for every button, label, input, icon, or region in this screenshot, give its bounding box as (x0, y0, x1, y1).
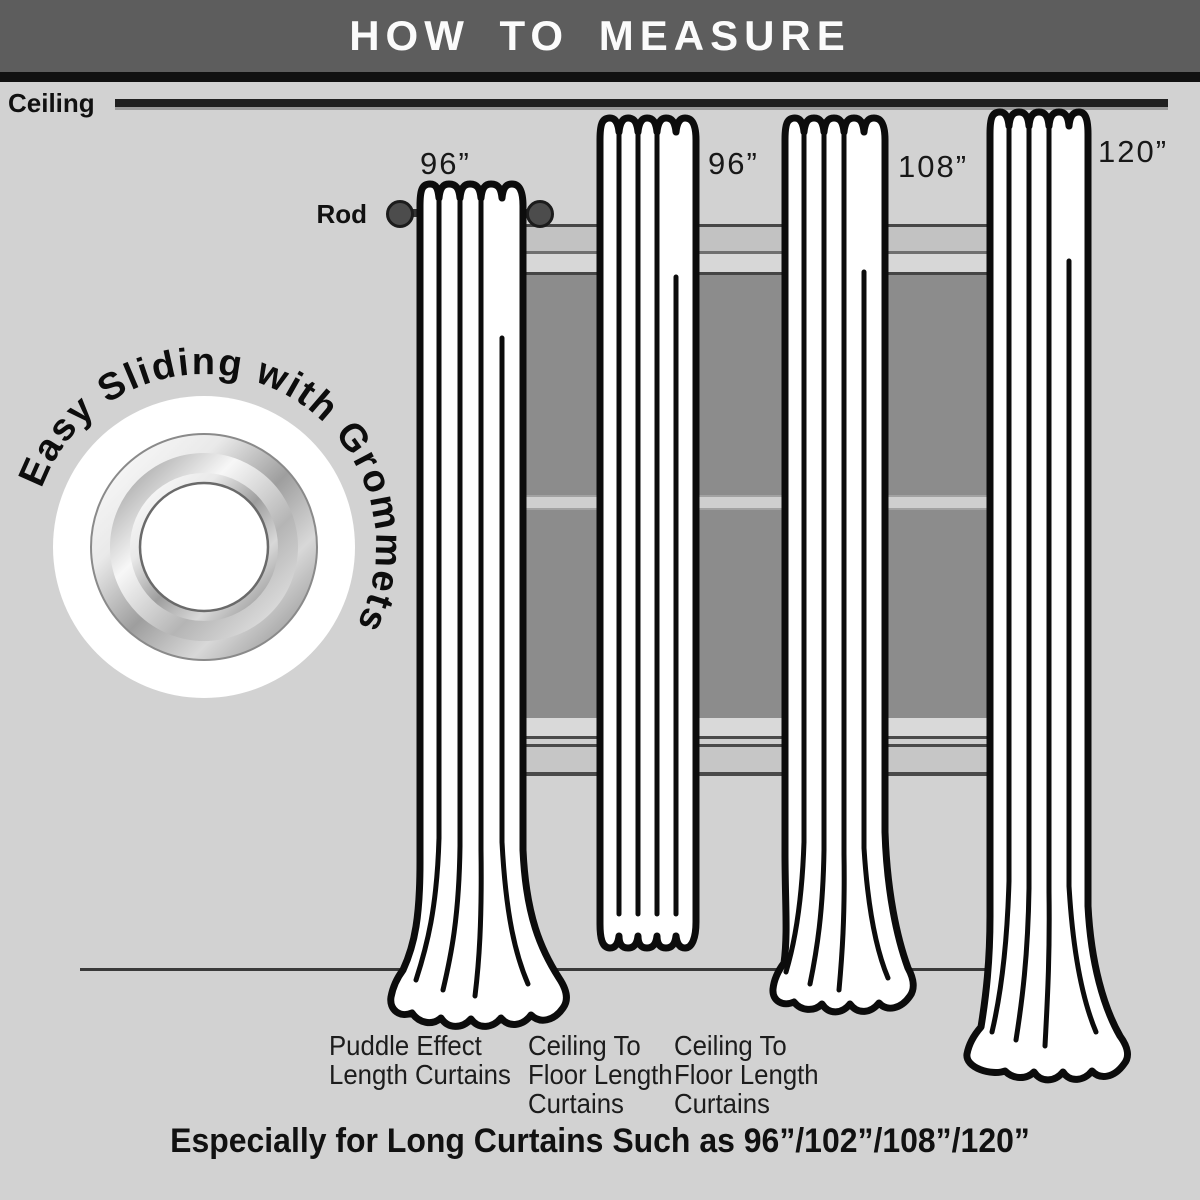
caption-line: Ceiling To (528, 1030, 641, 1061)
caption-line: Curtains (528, 1088, 624, 1119)
grommet-curved-caption (0, 320, 440, 790)
page-title: HOW TO MEASURE (349, 12, 851, 59)
header-banner (0, 0, 1200, 72)
size-label-96-rod: 96” (420, 146, 471, 181)
caption-puddle-effect (329, 1031, 511, 1089)
size-label-108: 108” (898, 149, 969, 184)
size-label-120: 120” (1098, 134, 1169, 169)
header-divider (0, 72, 1200, 82)
caption-line: Ceiling To (674, 1030, 787, 1061)
rod-label: Rod (316, 199, 367, 229)
svg-text:Easy Sliding with Grommets (11, 341, 409, 640)
caption-line: Curtains (674, 1088, 770, 1119)
caption-ceiling-to-floor-2 (674, 1031, 819, 1118)
caption-line: Floor Length (674, 1059, 819, 1090)
size-label-96-ceiling: 96” (708, 146, 759, 181)
footer-note: Especially for Long Curtains Such as 96”/102”/108”/120” (170, 1122, 1030, 1160)
curtain-120-ceiling-illustration (952, 106, 1148, 1101)
caption-line: Length Curtains (329, 1059, 511, 1090)
grommet-caption-text: Easy Sliding with Grommets (11, 341, 410, 640)
caption-line: Puddle Effect (329, 1030, 482, 1061)
curtain-108-ceiling-illustration (752, 112, 922, 1027)
caption-ceiling-to-floor-1 (528, 1031, 673, 1118)
caption-line: Floor Length (528, 1059, 673, 1090)
ceiling-label: Ceiling (8, 88, 95, 118)
curtain-96-ceiling-illustration (592, 112, 704, 968)
